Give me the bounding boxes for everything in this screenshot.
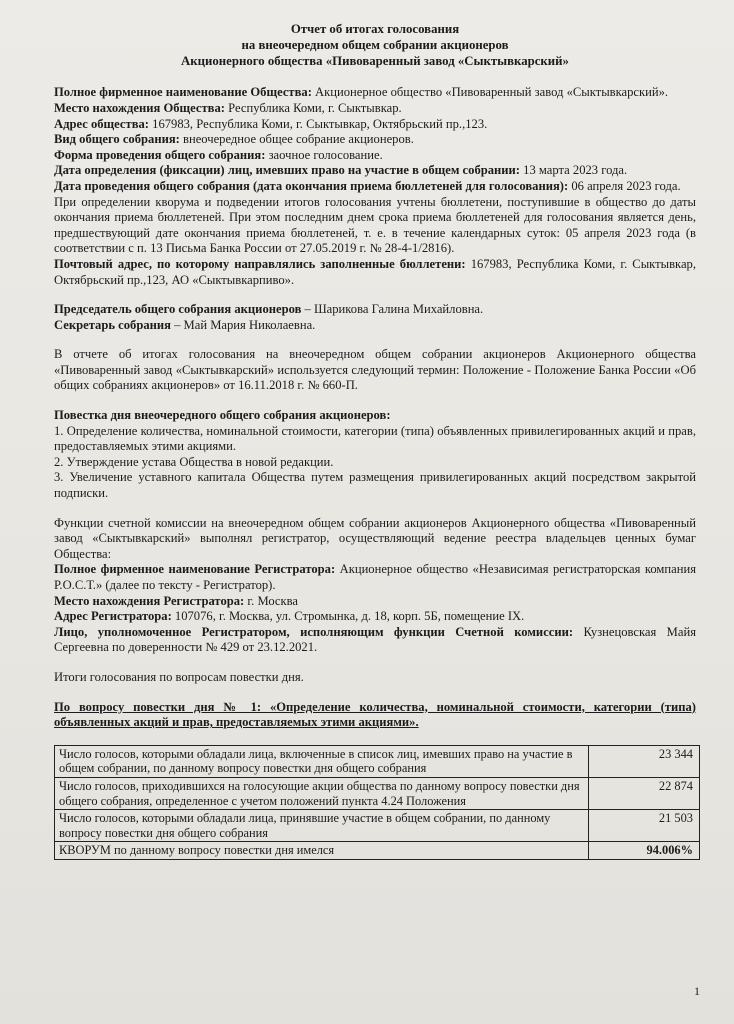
question-1-text: По вопросу повестки дня № 1: «Определение количества, номинальной стоимости, категории (типа) объявленных акций и прав, предоставляемых этими акциями». <box>54 699 696 730</box>
table-row <box>55 810 700 842</box>
meeting-date <box>54 179 696 195</box>
field-value: внеочередное общее собрание акционеров. <box>179 132 414 147</box>
agenda-heading-text: Повестка дня внеочередного общего собрания акционеров: <box>54 408 391 423</box>
terms-paragraph: В отчете об итогах голосования на внеочередном общем собрании акционеров Акционерного общества «Пивоваренный завод «Сыктывкарский» используется следующий термин: Положение - Положение Банка России «Об общих собраниях акционеров» от 16.11.2018 г. № 660-П. <box>54 347 696 393</box>
field-value: Акционерное общество «Пивоваренный завод «Сыктывкарский». <box>311 85 669 100</box>
table-cell-label: Число голосов, которыми обладали лица, включенные в список лиц, имевших право на участие в общем собрании, по данному вопросу повестки дня общего собрания <box>55 745 589 777</box>
table-cell-label: Число голосов, приходившихся на голосующие акции общества по данному вопросу повестки дня общего собрания, определенное с учетом положений пункта 4.24 Положения <box>55 777 589 809</box>
field-label: Место нахождения Регистратора: <box>54 593 245 608</box>
title-line-2: на внеочередном общем собрании акционеров <box>241 37 509 52</box>
agenda-item-3: 3. Увеличение уставного капитала Общества путем размещения привилегированных акций посредством закрытой подписки. <box>54 470 696 501</box>
agenda-item-1: 1. Определение количества, номинальной стоимости, категории (типа) объявленных привилегированных акций и прав, предоставляемых этими акциями. <box>54 423 696 454</box>
field-value: – Май Мария Николаевна. <box>170 317 316 332</box>
table-cell-label: Число голосов, которыми обладали лица, принявшие участие в общем собрании, по данному вопросу повестки дня общего собрания <box>55 810 589 842</box>
question-1-heading <box>54 700 696 731</box>
field-label: Полное фирменное наименование Общества: <box>54 85 312 100</box>
agenda-item-2: 2. Утверждение устава Общества в новой редакции. <box>54 454 334 469</box>
field-value: Республика Коми, г. Сыктывкар. <box>224 100 402 115</box>
spacer <box>54 288 696 302</box>
spacer <box>54 502 696 516</box>
quorum-value: 94.006% <box>646 843 693 858</box>
quorum-table <box>54 745 700 860</box>
quorum-paragraph: При определении кворума и подведении итогов голосования учтены бюллетени, поступившие в общество до даты окончания приема бюллетеней. При этом последним днем срока приема бюллетеней для голосования является день, предшествующий дате окончания приема бюллетеней, т. е. в течение календарных суток: 05 апреля 2023 года (в соответствии с п. 13 Письма Банка России от 27.05.2019 г. № 28-4-1/2816). <box>54 194 696 256</box>
field-value: Кузнецовская Майя Сергеевна по доверенности № 429 от 23.12.2021. <box>54 624 696 655</box>
chairman <box>54 302 696 318</box>
field-value: г. Москва <box>244 593 299 608</box>
field-label: Лицо, уполномоченное Регистратором, исполняющим функции Счетной комиссии: <box>54 624 574 639</box>
title-line-1: Отчет об итогах голосования <box>290 22 460 36</box>
field-value: – Шарикова Галина Михайловна. <box>301 302 484 317</box>
counting-commission-paragraph: Функции счетной комиссии на внеочередном общем собрании акционеров Акционерного общества «Пивоваренный завод «Сыктывкарский» выполнял регистратор, осуществляющий ведение реестра владельцев ценных бумаг Общества: <box>54 515 696 561</box>
meeting-type <box>54 132 696 148</box>
record-date <box>54 163 696 179</box>
field-label: Адрес общества: <box>54 116 149 131</box>
company-location <box>54 101 696 117</box>
field-value: 06 апреля 2023 года. <box>568 178 681 193</box>
field-value: 107076, г. Москва, ул. Стромынка, д. 18, корп. 5Б, помещение IX. <box>171 609 525 624</box>
field-label: Председатель общего собрания акционеров <box>54 302 302 317</box>
spacer <box>54 394 696 408</box>
registrar-address <box>54 609 696 625</box>
report-title <box>54 22 696 69</box>
postal-address <box>54 257 696 288</box>
field-label: Дата проведения общего собрания (дата окончания приема бюллетеней для голосования): <box>54 178 569 193</box>
field-label: Секретарь собрания <box>54 317 171 332</box>
registrar-representative <box>54 625 696 656</box>
field-label: Адрес Регистратора: <box>54 609 172 624</box>
field-value: 167983, Республика Коми, г. Сыктывкар, Октябрьский пр.,123. <box>149 116 488 131</box>
table-cell-value: 23 344 <box>589 745 700 777</box>
company-name <box>54 85 696 101</box>
quorum-value-cell <box>589 842 700 860</box>
table-cell-value: 21 503 <box>589 810 700 842</box>
registrar-name <box>54 562 696 593</box>
spacer <box>54 656 696 670</box>
title-line-3: Акционерного общества «Пивоваренный завод «Сыктывкарский» <box>181 53 569 68</box>
quorum-label: КВОРУМ по данному вопросу повестки дня имелся <box>55 842 589 860</box>
registrar-location <box>54 594 696 610</box>
field-value: Акционерное общество «Независимая регистраторская компания Р.О.С.Т.» (далее по тексту - Регистратор). <box>54 562 696 593</box>
field-label: Дата определения (фиксации) лиц, имевших право на участие в общем собрании: <box>54 163 521 178</box>
field-value: 13 марта 2023 года. <box>520 163 628 178</box>
field-label: Место нахождения Общества: <box>54 100 225 115</box>
agenda-heading <box>54 408 696 424</box>
secretary <box>54 318 696 334</box>
spacer <box>54 333 696 347</box>
field-label: Почтовый адрес, по которому направлялись заполненные бюллетени: <box>54 256 466 271</box>
table-row <box>55 777 700 809</box>
table-row <box>55 745 700 777</box>
field-value: заочное голосование. <box>265 147 383 162</box>
field-label: Вид общего собрания: <box>54 132 180 147</box>
quorum-row <box>55 842 700 860</box>
table-cell-value: 22 874 <box>589 777 700 809</box>
page-number: 1 <box>694 984 700 998</box>
meeting-form <box>54 148 696 164</box>
spacer <box>54 686 696 700</box>
field-label: Форма проведения общего собрания: <box>54 147 266 162</box>
company-address <box>54 117 696 133</box>
field-value: 167983, Республика Коми, г. Сыктывкар, Октябрьский пр.,123, АО «Сыктывкарпиво». <box>54 256 696 287</box>
results-intro: Итоги голосования по вопросам повестки дня. <box>54 669 304 684</box>
field-label: Полное фирменное наименование Регистратора: <box>54 562 336 577</box>
